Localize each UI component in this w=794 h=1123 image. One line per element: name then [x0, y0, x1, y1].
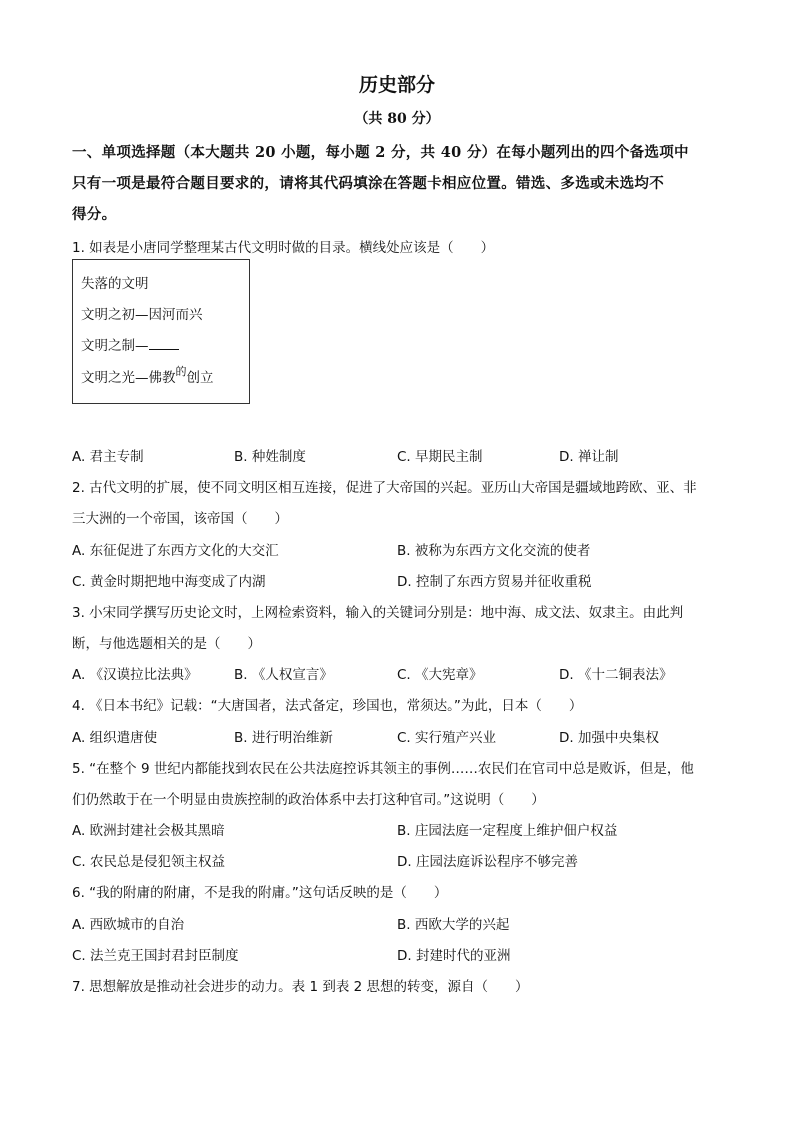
question-2-option-b: B. 被称为东西方文化交流的使者	[397, 543, 591, 559]
toc-item-2: 文明之初—因河而兴	[81, 307, 203, 323]
question-3-option-a: A. 《汉谟拉比法典》	[72, 667, 198, 683]
page-title: 历史部分	[358, 74, 435, 96]
question-2-line-2: 三大洲的一个帝国，该帝国（ ）	[72, 511, 288, 527]
toc-item-4-superscript: 的	[175, 365, 187, 378]
question-1-option-a: A. 君主专制	[72, 449, 144, 465]
question-2-option-d: D. 控制了东西方贸易并征收重税	[397, 574, 592, 590]
section-instructions-line-3: 得分。	[72, 206, 117, 223]
toc-item-4	[81, 366, 214, 386]
question-6-line-1: 6. “我的附庸的附庸，不是我的附庸。”这句话反映的是（ ）	[72, 885, 448, 901]
question-4-line-1: 4. 《日本书纪》记载：“大唐国者，法式备定，珍国也，常须达。”为此，日本（ ）	[72, 698, 583, 714]
question-4-option-c: C. 实行殖产兴业	[397, 730, 497, 746]
question-5-option-b: B. 庄园法庭一定程度上维护佃户权益	[397, 823, 618, 839]
question-2-line-1: 2. 古代文明的扩展，使不同文明区相互连接，促进了大帝国的兴起。亚历山大帝国是疆域地跨欧、亚、非	[72, 480, 697, 496]
question-2-option-a: A. 东征促进了东西方文化的大交汇	[72, 543, 279, 559]
question-1-option-c: C. 早期民主制	[397, 449, 483, 465]
question-1-stem: 1. 如表是小唐同学整理某古代文明时做的目录。横线处应该是（ ）	[72, 240, 495, 256]
question-4-option-a: A. 组织遣唐使	[72, 730, 158, 746]
question-2-option-c: C. 黄金时期把地中海变成了内湖	[72, 574, 266, 590]
question-6-option-d: D. 封建时代的亚洲	[397, 948, 511, 964]
toc-item-3-text: 文明之制—	[81, 338, 149, 354]
question-5-line-1: 5. “在整个 9 世纪内都能找到农民在公共法庭控诉其领主的事例……农民们在官司中总是败诉，但是，他	[72, 761, 694, 777]
question-7-line-1: 7. 思想解放是推动社会进步的动力。表 1 到表 2 思想的转变，源自（ ）	[72, 979, 529, 995]
question-1-option-b: B. 种姓制度	[234, 449, 306, 465]
question-6-option-a: A. 西欧城市的自治	[72, 917, 185, 933]
toc-item-3	[81, 334, 179, 354]
question-5-option-c: C. 农民总是侵犯领主权益	[72, 854, 226, 870]
question-3-option-b: B. 《人权宣言》	[234, 667, 333, 683]
section-instructions-line-1: 一、单项选择题（本大题共 20 小题，每小题 2 分，共 40 分）在每小题列出的四个备选项中	[72, 144, 689, 161]
question-3-option-d: D. 《十二铜表法》	[559, 667, 673, 683]
question-1-option-d: D. 禅让制	[559, 449, 619, 465]
question-3-option-c: C. 《大宪章》	[397, 667, 483, 683]
question-3-line-2: 断，与他选题相关的是（ ）	[72, 636, 261, 652]
section-instructions-line-2: 只有一项是最符合题目要求的，请将其代码填涂在答题卡相应位置。错选、多选或未选均不	[72, 175, 664, 192]
answer-blank	[149, 337, 179, 350]
question-4-option-b: B. 进行明治维新	[234, 730, 333, 746]
toc-item-4-suffix: 创立	[186, 370, 214, 386]
question-4-option-d: D. 加强中央集权	[559, 730, 659, 746]
question-5-line-2: 们仍然敢于在一个明显由贵族控制的政治体系中去打这种官司。”这说明（ ）	[72, 792, 545, 808]
question-6-option-b: B. 西欧大学的兴起	[397, 917, 510, 933]
toc-item-4-text: 文明之光—佛教	[81, 370, 176, 386]
question-3-line-1: 3. 小宋同学撰写历史论文时，上网检索资料，输入的关键词分别是：地中海、成文法、奴隶主。由此判	[72, 605, 684, 621]
question-6-option-c: C. 法兰克王国封君封臣制度	[72, 948, 239, 964]
page-subtitle: （共 80 分）	[354, 111, 440, 127]
question-1-toc-box	[72, 259, 250, 404]
question-5-option-d: D. 庄园法庭诉讼程序不够完善	[397, 854, 578, 870]
toc-item-1: 失落的文明	[81, 276, 149, 292]
question-5-option-a: A. 欧洲封建社会极其黑暗	[72, 823, 225, 839]
